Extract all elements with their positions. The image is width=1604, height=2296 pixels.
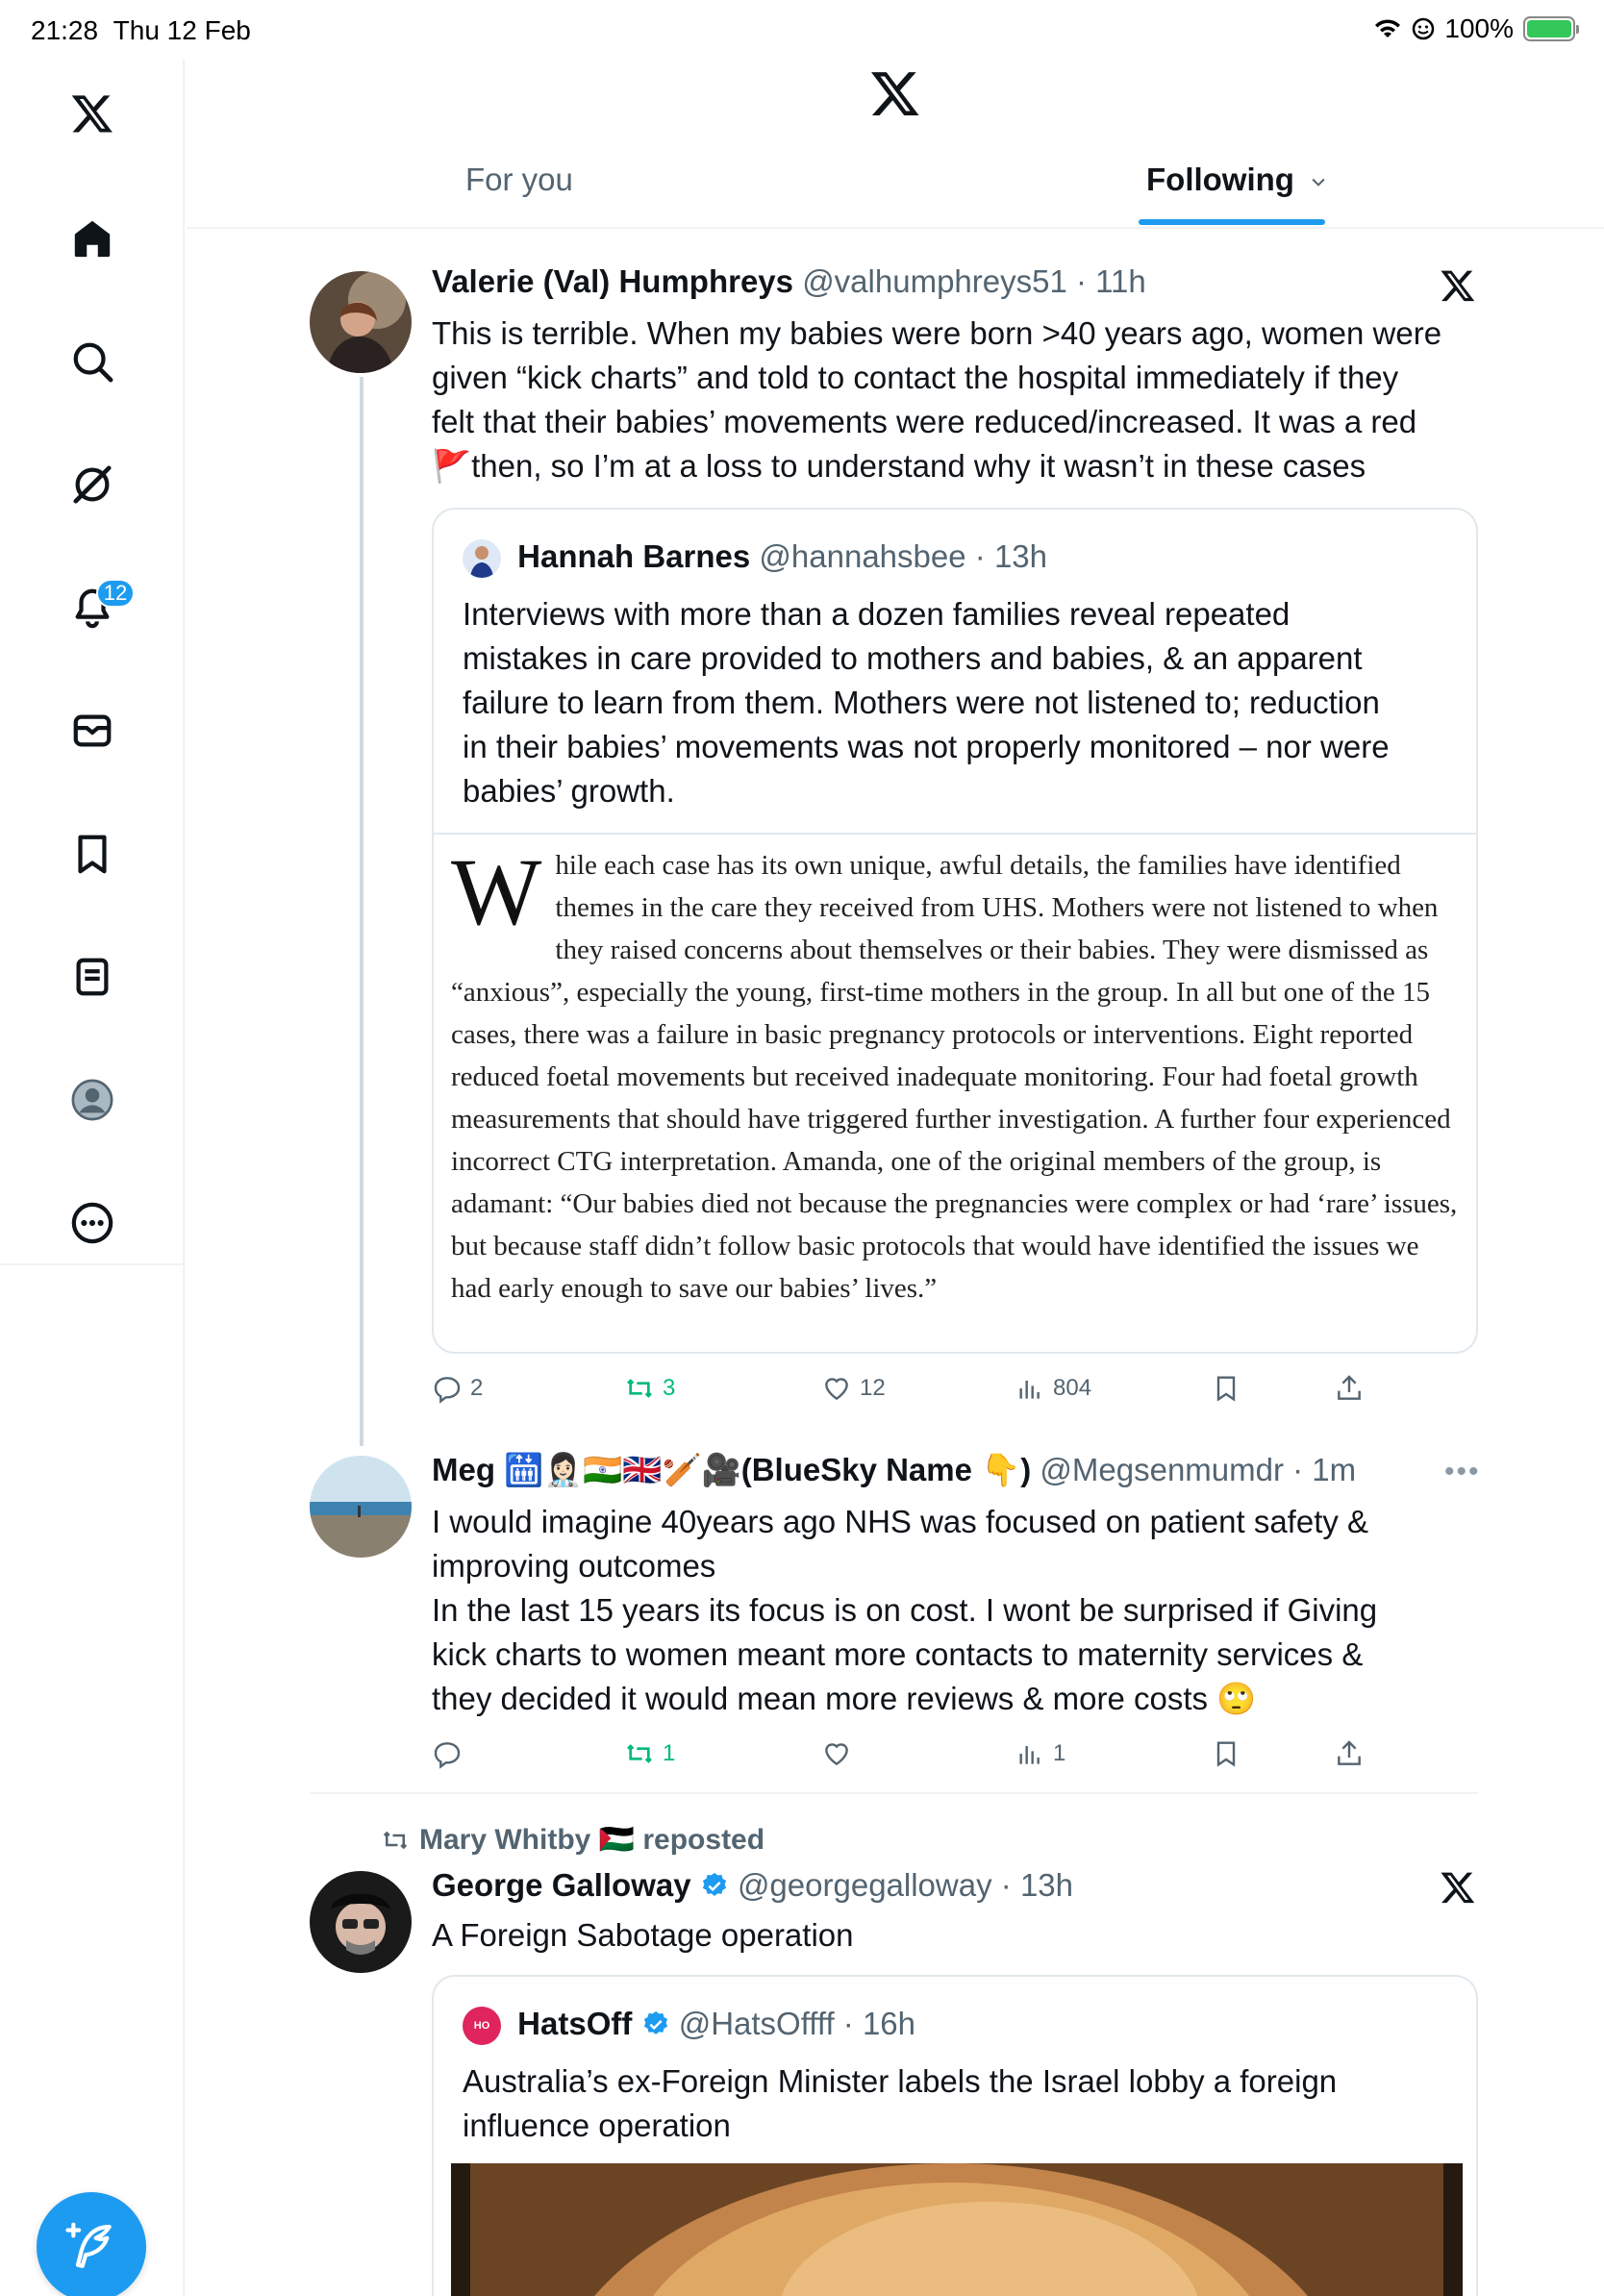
active-tab-indicator bbox=[1139, 219, 1325, 225]
share-icon bbox=[1334, 1738, 1365, 1769]
avatar[interactable] bbox=[310, 271, 412, 373]
like-button[interactable]: 12 bbox=[821, 1373, 886, 1404]
analytics-icon bbox=[1015, 1373, 1045, 1404]
views-button[interactable]: 1 bbox=[1015, 1738, 1065, 1769]
more-options-icon[interactable]: ••• bbox=[1444, 1456, 1481, 1487]
more-icon[interactable] bbox=[58, 1188, 127, 1258]
list-icon[interactable] bbox=[58, 942, 127, 1011]
status-right bbox=[1373, 13, 1575, 44]
tweet-header bbox=[432, 1867, 1073, 1904]
video-thumbnail[interactable] bbox=[451, 2163, 1463, 2296]
battery-percent: 100% bbox=[1444, 13, 1514, 43]
avatar[interactable] bbox=[310, 1871, 412, 1973]
verified-badge-icon bbox=[641, 2009, 670, 2038]
wifi-icon bbox=[1373, 17, 1402, 40]
bookmark-icon[interactable] bbox=[58, 819, 127, 888]
mail-icon[interactable] bbox=[58, 696, 127, 765]
notification-badge: 12 bbox=[96, 579, 135, 608]
quote-author-handle: @hannahsbee bbox=[759, 538, 966, 574]
tweet-header bbox=[432, 1452, 1356, 1489]
views-button[interactable]: 804 bbox=[1015, 1373, 1091, 1404]
quote-avatar: HO bbox=[463, 2007, 501, 2045]
reply-icon bbox=[432, 1373, 463, 1404]
x-logo-icon bbox=[1440, 1869, 1476, 1906]
bookmark-button[interactable] bbox=[1211, 1373, 1241, 1404]
article-image[interactable] bbox=[451, 838, 1461, 1310]
verified-badge-icon bbox=[700, 1871, 729, 1900]
article-dropcap: W bbox=[451, 838, 542, 945]
quote-tweet[interactable] bbox=[432, 508, 1478, 1354]
profile-icon[interactable] bbox=[58, 1065, 127, 1135]
quote-header bbox=[463, 2006, 915, 2045]
home-icon[interactable] bbox=[58, 204, 127, 273]
share-icon bbox=[1334, 1373, 1365, 1404]
share-button[interactable] bbox=[1334, 1373, 1365, 1404]
tweet-time[interactable]: · 11h bbox=[1076, 263, 1146, 299]
author-handle[interactable]: @georgegalloway bbox=[737, 1867, 992, 1903]
avatar[interactable] bbox=[310, 1456, 412, 1558]
author-name[interactable]: Meg 🛗👩🏻‍⚕️🇮🇳🇬🇧🏏🎥(BlueSky Name 👇) bbox=[432, 1452, 1032, 1487]
repost-icon bbox=[381, 1826, 410, 1855]
heart-icon bbox=[821, 1373, 852, 1404]
compose-button[interactable] bbox=[37, 2192, 146, 2296]
author-name[interactable]: Valerie (Val) Humphreys bbox=[432, 263, 794, 299]
grok-icon[interactable] bbox=[58, 450, 127, 519]
thread-line bbox=[360, 377, 363, 1446]
quote-text: Australia’s ex-Foreign Minister labels the Israel lobby a foreign influence operation bbox=[463, 2063, 1338, 2143]
status-time-date: 21:28 Thu 12 Feb bbox=[31, 15, 251, 45]
tweet-text: This is terrible. When my babies were born >40 years ago, women were given “kick charts” and told to contact the hospital immediately if they felt that their babies’ movements were reduced/increased. It was a red 🚩then, so I’m at a loss to understand why it wasn’t in these cases bbox=[432, 315, 1442, 484]
tab-for-you[interactable]: For you bbox=[465, 162, 573, 197]
tweet-text: A Foreign Sabotage operation bbox=[432, 1917, 854, 1953]
bell-icon[interactable] bbox=[58, 573, 127, 642]
x-logo-icon bbox=[869, 67, 921, 119]
quote-tweet[interactable] bbox=[432, 1975, 1478, 2296]
bookmark-icon bbox=[1211, 1373, 1241, 1404]
repost-context[interactable]: Mary Whitby 🇵🇸 reposted bbox=[381, 1823, 764, 1857]
compose-icon bbox=[64, 2220, 118, 2274]
author-handle[interactable]: @valhumphreys51 bbox=[802, 263, 1067, 299]
bookmark-icon bbox=[1211, 1738, 1241, 1769]
quote-author-name: HatsOff bbox=[517, 2006, 633, 2041]
author-name[interactable]: George Galloway bbox=[432, 1867, 691, 1903]
like-button[interactable] bbox=[821, 1738, 860, 1769]
author-handle[interactable]: @Megsenmumdr bbox=[1040, 1452, 1284, 1487]
tweet-actions bbox=[432, 1373, 1393, 1411]
reply-icon bbox=[432, 1738, 463, 1769]
tweet-separator bbox=[310, 1792, 1478, 1794]
timeline-header bbox=[187, 60, 1604, 229]
quote-media-divider bbox=[434, 833, 1476, 835]
search-icon[interactable] bbox=[58, 327, 127, 396]
quote-time: · 13h bbox=[974, 538, 1047, 574]
reply-button[interactable]: 2 bbox=[432, 1373, 483, 1404]
chevron-down-icon bbox=[1309, 172, 1328, 191]
tweet-actions bbox=[432, 1738, 1393, 1777]
focus-icon bbox=[1412, 17, 1435, 40]
bookmark-button[interactable] bbox=[1211, 1738, 1241, 1769]
x-logo-icon[interactable] bbox=[58, 79, 127, 148]
quote-author-name: Hannah Barnes bbox=[517, 538, 751, 574]
article-text: hile each case has its own unique, awful details, the families have identified themes in the care they received from UHS. Mothers were not listened to when they raised concerns about themselves or their babies. They were dismissed as “anxious”, especially the young, first-time mothers in the group. In all but one of the 15 cases, there was a failure in basic pregnancy protocols or interventions. Eight reported reduced foetal movements but received inadequate monitoring. Four had foetal growth measurements that should have triggered further investigation. A further four experienced incorrect CTG interpretation. Amanda, one of the original members of the group, is adamant: “Our babies died not because the pregnancies were complex or had ‘rare’ issues, but because staff didn’t follow basic protocols that would have identified the issues we had early enough to save our babies’ lives.” bbox=[451, 850, 1458, 1304]
sidebar bbox=[0, 60, 185, 2296]
tweet-header bbox=[432, 263, 1146, 300]
sidebar-divider bbox=[0, 1263, 185, 1265]
battery-icon bbox=[1523, 16, 1575, 41]
status-bar bbox=[0, 0, 1604, 60]
analytics-icon bbox=[1015, 1738, 1045, 1769]
tab-following[interactable]: Following bbox=[1146, 162, 1328, 198]
repost-icon bbox=[624, 1738, 655, 1769]
reply-button[interactable] bbox=[432, 1738, 470, 1769]
share-button[interactable] bbox=[1334, 1738, 1365, 1769]
repost-button[interactable]: 3 bbox=[624, 1373, 675, 1404]
tweet-text: I would imagine 40years ago NHS was focused on patient safety & improving outcomes In the last 15 years its focus is on cost. I wont be surprised if Giving kick charts to women meant more contacts to maternity services & they decided it would mean more reviews & more costs 🙄 bbox=[432, 1504, 1378, 1716]
quote-text: Interviews with more than a dozen families reveal repeated mistakes in care provided to mothers and babies, & an apparent failure to learn from them. Mothers were not listened to; reduction in their babies’ movements was not properly monitored – nor were babies’ growth. bbox=[463, 596, 1390, 809]
quote-author-handle: @HatsOffff bbox=[678, 2006, 835, 2041]
x-logo-icon bbox=[1440, 267, 1476, 304]
quote-avatar bbox=[463, 539, 501, 578]
tweet-time[interactable]: · 13h bbox=[1000, 1867, 1073, 1903]
repost-icon bbox=[624, 1373, 655, 1404]
quote-header bbox=[463, 538, 1047, 578]
tweet-time[interactable]: · 1m bbox=[1292, 1452, 1357, 1487]
quote-time: · 16h bbox=[842, 2006, 915, 2041]
heart-icon bbox=[821, 1738, 852, 1769]
repost-button[interactable]: 1 bbox=[624, 1738, 675, 1769]
